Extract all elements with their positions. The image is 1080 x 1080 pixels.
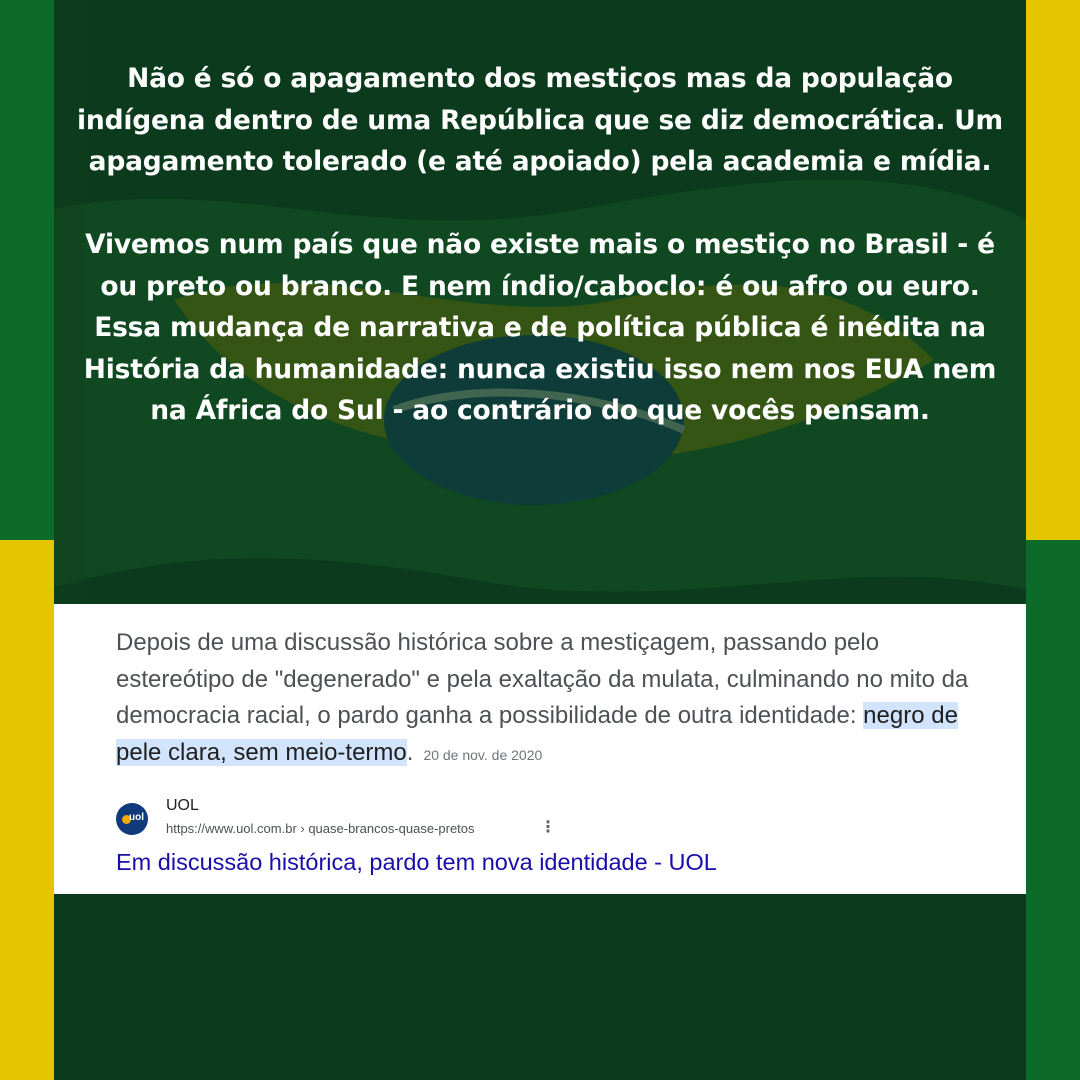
main-panel [54,0,1026,1080]
result-title-link[interactable]: Em discussão histórica, pardo tem nova identidade - UOL [116,849,717,875]
caption-text [74,58,1006,432]
left-yellow-stripe [0,540,54,1080]
snippet-end: . [406,738,414,766]
snippet-highlight: negro de pele clara, sem meio-termo [116,702,958,766]
left-green-stripe [0,0,54,540]
snippet-date: 20 de nov. de 2020 [423,746,543,763]
source-row[interactable] [116,797,616,841]
result-snippet [116,625,976,773]
caption-paragraph-1: Não é só o apagamento dos mestiços mas da população indígena dentro de uma República que se diz democrática. Um apagamento tolerado (e até apoiado) pela academia e mídia. [77,63,1003,177]
site-url[interactable]: https://www.uol.com.br › quase-brancos-quase-pretos [166,821,475,836]
favicon-text: uol [129,812,144,823]
snippet-text: Depois de uma discussão histórica sobre a mestiçagem, passando pelo estereótipo de "degenerado" e pela exaltação da mulata, culminando no mito da democracia racial, o pardo ganha a possibilidade de outra identidade: [116,629,969,729]
more-options-icon[interactable]: ⋮ [540,817,556,836]
right-green-stripe [1026,540,1080,1080]
right-yellow-stripe [1026,0,1080,540]
search-result-card [54,604,1026,894]
caption-paragraph-2: Vivemos num país que não existe mais o mestiço no Brasil - é ou preto ou branco. E nem índio/caboclo: é ou afro ou euro. Essa mudança de narrativa e de política pública é inédita na História da humanidade: nunca existiu isso nem nos EUA nem na África do Sul - ao contrário do que vocês pensam. [83,229,997,426]
uol-logo-icon [116,803,148,835]
site-name[interactable]: UOL [166,797,199,814]
